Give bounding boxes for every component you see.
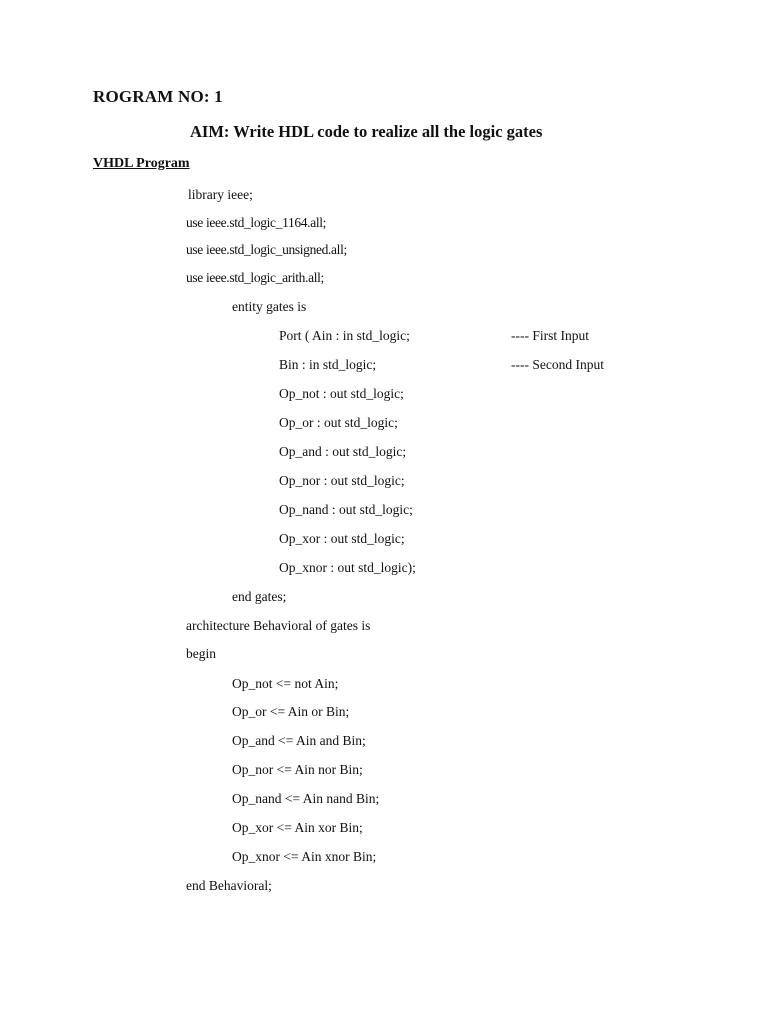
code-line-port-op-and: Op_and : out std_logic; (279, 444, 407, 459)
code-line-assign-not: Op_not <= not Ain; (232, 676, 339, 691)
code-line-port-op-not: Op_not : out std_logic; (279, 386, 404, 401)
aim-heading: AIM: Write HDL code to realize all the logic gates (190, 122, 543, 141)
code-line-port-op-nand: Op_nand : out std_logic; (279, 502, 413, 517)
code-line-port-op-xor: Op_xor : out std_logic; (279, 531, 405, 546)
code-line-assign-nand: Op_nand <= Ain nand Bin; (232, 791, 380, 806)
comment-second-input: ---- Second Input (511, 357, 604, 372)
code-line-use-unsigned: use ieee.std_logic_unsigned.all; (186, 242, 347, 257)
code-line-use-1164: use ieee.std_logic_1164.all; (186, 215, 327, 230)
code-line-begin: begin (186, 646, 216, 661)
code-line-entity-end: end gates; (232, 589, 287, 604)
code-line-use-arith: use ieee.std_logic_arith.all; (186, 270, 324, 285)
code-line-assign-xnor: Op_xnor <= Ain xnor Bin; (232, 849, 377, 864)
code-line-port-op-or: Op_or : out std_logic; (279, 415, 398, 430)
section-title: VHDL Program (93, 156, 190, 171)
code-line-assign-or: Op_or <= Ain or Bin; (232, 704, 350, 719)
code-line-port-op-xnor: Op_xnor : out std_logic); (279, 560, 416, 575)
code-line-architecture-end: end Behavioral; (186, 878, 272, 893)
code-line-port-op-nor: Op_nor : out std_logic; (279, 473, 405, 488)
comment-first-input: ---- First Input (511, 328, 589, 343)
code-line-library: library ieee; (188, 187, 253, 202)
program-number-heading: ROGRAM NO: 1 (93, 87, 223, 106)
code-line-assign-nor: Op_nor <= Ain nor Bin; (232, 762, 363, 777)
code-line-assign-and: Op_and <= Ain and Bin; (232, 733, 366, 748)
code-line-assign-xor: Op_xor <= Ain xor Bin; (232, 820, 363, 835)
code-line-entity-header: entity gates is (232, 299, 307, 314)
code-line-port-bin: Bin : in std_logic; (279, 357, 377, 372)
code-line-architecture-header: architecture Behavioral of gates is (186, 618, 371, 633)
code-line-port-ain: Port ( Ain : in std_logic; (279, 328, 410, 343)
